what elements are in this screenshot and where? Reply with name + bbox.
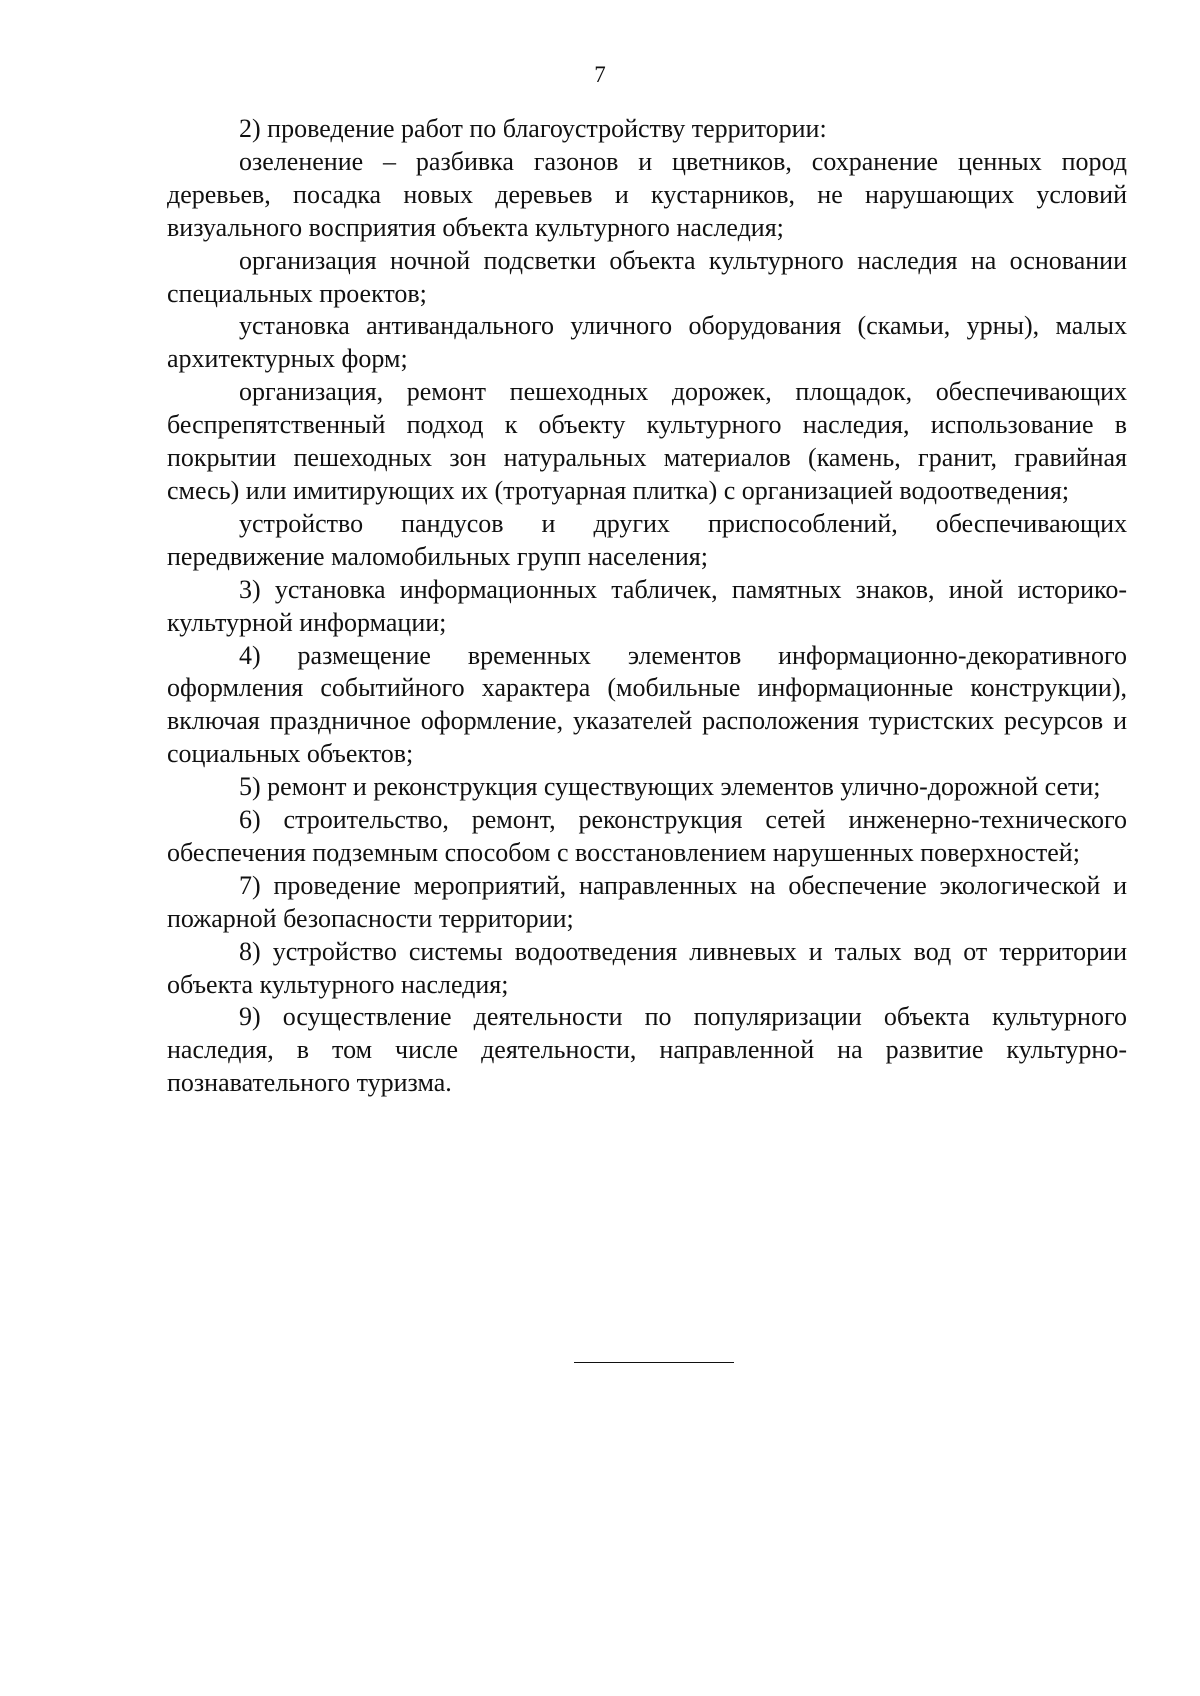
paragraph-item-5: 5) ремонт и реконструкция существующих элементов улично-дорожной сети; <box>239 772 1101 802</box>
end-of-document-rule <box>574 1362 734 1363</box>
paragraph-pedestrian-paths: организация, ремонт пешеходных дорожек, площадок, обеспечивающих беспрепятственный подход к объекту культурного наследия, использование в покрытии пешеходных зон натуральных материалов (камень, гранит, гравийная смесь) или имитирующих их (тротуарная плитка) с организацией водоотведения; <box>167 377 1127 505</box>
paragraph-item-9: 9) осуществление деятельности по популяризации объекта культурного наследия, в том числе деятельности, направленной на развитие культурно-познавательного туризма. <box>167 1002 1127 1098</box>
paragraph-night-lighting: организация ночной подсветки объекта культурного наследия на основании специальных проектов; <box>167 245 1127 308</box>
page-number: 7 <box>594 62 606 87</box>
paragraph-item-2: 2) проведение работ по благоустройству территории: <box>239 114 827 143</box>
document-body <box>167 113 1127 1100</box>
paragraph-ramps: устройство пандусов и других приспособлений, обеспечивающих передвижение маломобильных групп населения; <box>167 508 1127 571</box>
paragraph-item-7: 7) проведение мероприятий, направленных на обеспечение экологической и пожарной безопасности территории; <box>167 870 1127 933</box>
paragraph-street-equipment: установка антивандального уличного оборудования (скамьи, урны), малых архитектурных форм; <box>167 311 1127 374</box>
paragraph-item-4: 4) размещение временных элементов информационно-декоративного оформления событийного характера (мобильные информационные конструкции), включая праздничное оформление, указателей расположения туристских ресурсов и социальных объектов; <box>167 640 1127 769</box>
paragraph-item-8: 8) устройство системы водоотведения ливневых и талых вод от территории объекта культурного наследия; <box>167 936 1127 999</box>
paragraph-item-3: 3) установка информационных табличек, памятных знаков, иной историко-культурной информации; <box>167 574 1127 637</box>
paragraph-item-6: 6) строительство, ремонт, реконструкция сетей инженерно-технического обеспечения подземным способом с восстановлением нарушенных поверхностей; <box>167 805 1127 867</box>
paragraph-landscaping: озеленение – разбивка газонов и цветников, сохранение ценных пород деревьев, посадка новых деревьев и кустарников, не нарушающих условий визуального восприятия объекта культурного наследия; <box>167 146 1127 242</box>
